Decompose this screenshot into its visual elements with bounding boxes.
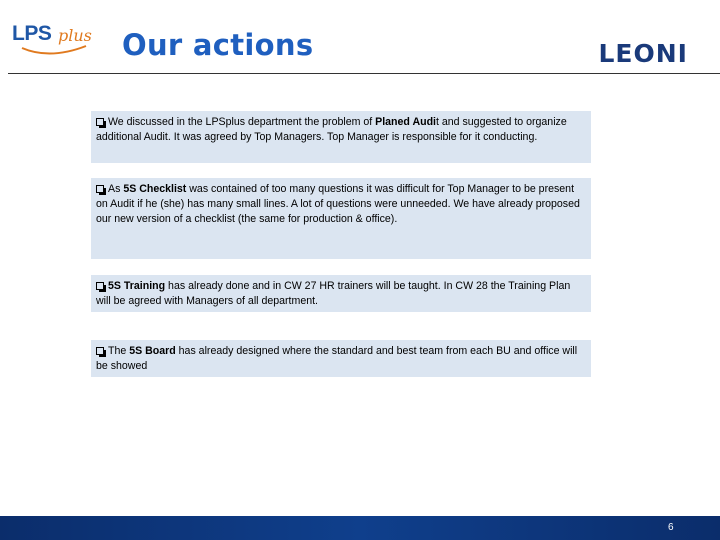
footer-bar	[0, 516, 720, 540]
action-text-pre: We discussed in the LPSplus department the problem of	[108, 116, 376, 128]
logo-swoosh-icon	[20, 44, 90, 60]
action-text-post: has already done and in CW 27 HR trainers will be taught. In CW 28 the Training Plan will be agreed with Managers of all department.	[96, 280, 571, 307]
checkbox-bullet-icon	[96, 347, 104, 355]
action-text-post: t and suggested to organize additional Audit. It was agreed by Top Managers. Top Manager is responsible for it conducting.	[96, 116, 567, 143]
checkbox-bullet-icon	[96, 118, 104, 126]
action-text-pre: As	[108, 183, 124, 195]
page-number: 6	[668, 522, 674, 533]
action-box-5s-checklist	[91, 178, 591, 259]
action-text-post: was contained of too many questions it was difficult for Top Manager to be present on Audit if he (she) has many small lines. A lot of questions were unneeded. We have already proposed our new version of a checklist (the same for production & office).	[96, 183, 580, 225]
logo-lps-text: LPS	[12, 22, 52, 45]
action-box-5s-board	[91, 340, 591, 377]
checkbox-bullet-icon	[96, 282, 104, 290]
logo-plus-text: plus	[58, 26, 92, 45]
lpsplus-logo	[12, 22, 100, 66]
action-box-planned-audit	[91, 111, 591, 163]
action-text-bold: 5S Board	[129, 345, 176, 357]
action-text-post: has already designed where the standard and best team from each BU and office will be showed	[96, 345, 578, 372]
action-text-bold: Planed Audi	[375, 116, 436, 128]
header-divider	[8, 73, 720, 74]
action-text-bold: 5S Training	[108, 280, 166, 292]
page-title: Our actions	[122, 28, 314, 62]
checkbox-bullet-icon	[96, 185, 104, 193]
action-text-pre: The	[108, 345, 130, 357]
action-text-bold: 5S Checklist	[123, 183, 187, 195]
leoni-logo: LEONI	[598, 39, 688, 68]
action-box-5s-training	[91, 275, 591, 312]
